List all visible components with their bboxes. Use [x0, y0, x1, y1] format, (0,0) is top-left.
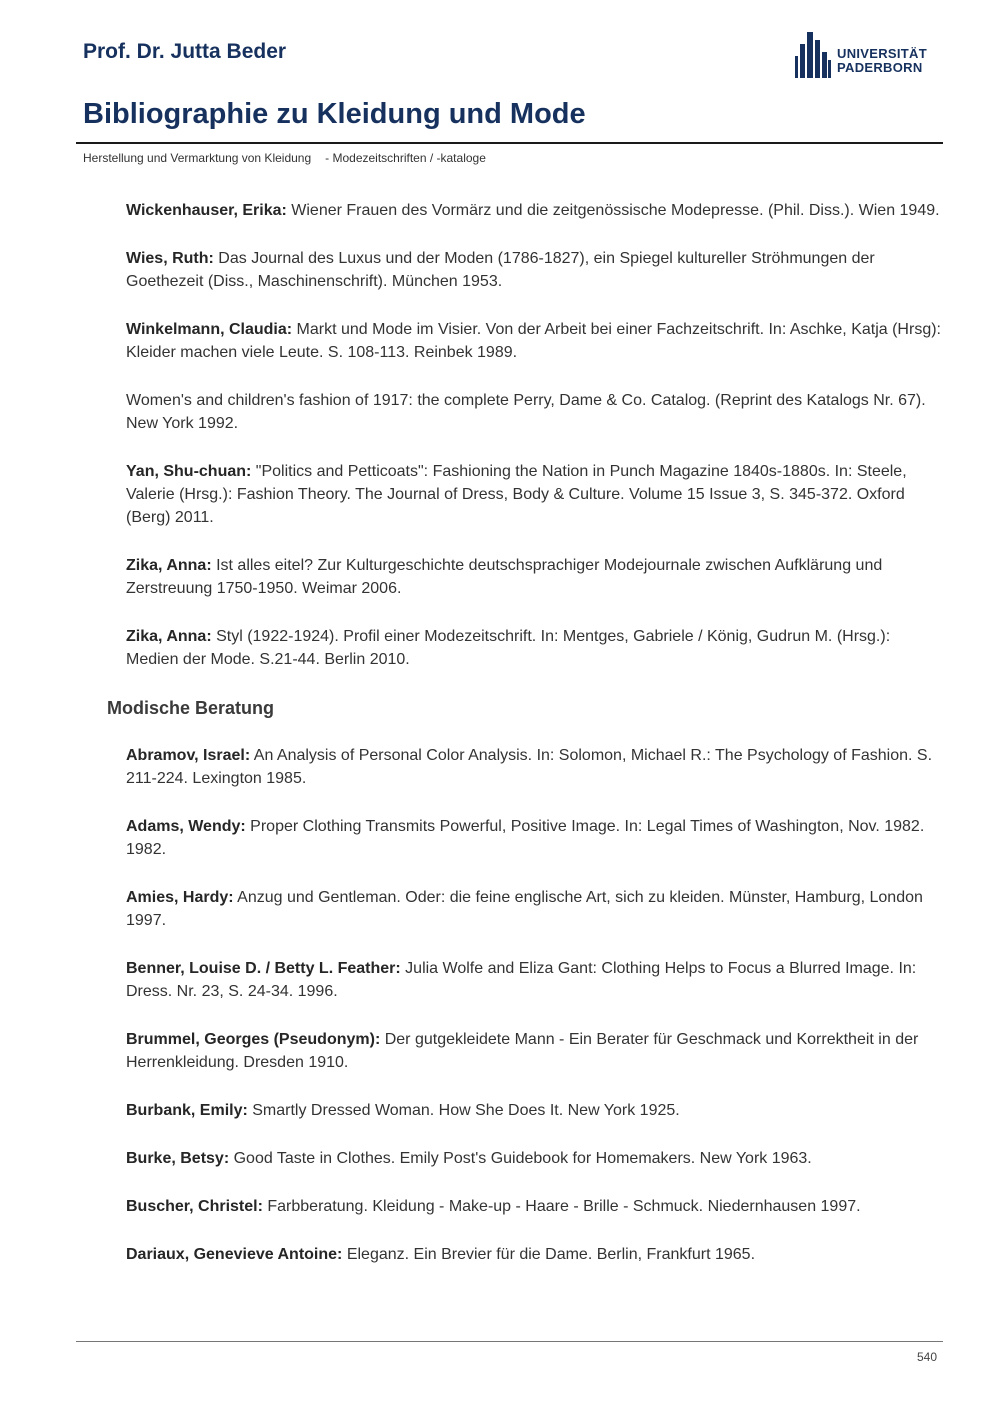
bibliography-entry	[126, 1195, 941, 1218]
section-heading: Modische Beratung	[107, 698, 275, 718]
entry-text: Anzug und Gentleman. Oder: die feine englische Art, sich zu kleiden. Münster, Hamburg, London 1997.	[126, 889, 923, 929]
entry-author: Yan, Shu-chuan:	[126, 463, 252, 480]
bibliography-content	[0, 199, 1000, 1291]
breadcrumb-part-1: Herstellung und Vermarktung von Kleidung	[83, 151, 312, 165]
author-header: Prof. Dr. Jutta Beder	[83, 40, 287, 63]
entry-text: Markt und Mode im Visier. Von der Arbeit bei einer Fachzeitschrift. In: Aschke, Katja (Hrsg): Kleider machen viele Leute. S. 108-113. Reinbek 1989.	[126, 321, 941, 361]
entry-text: "Politics and Petticoats": Fashioning the Nation in Punch Magazine 1840s-1880s. In: Steele, Valerie (Hrsg.): Fashion Theory. The Journal of Dress, Body & Culture. Volume 15 Issue 3, S. 345-372. Oxford (Berg) 2011.	[126, 463, 907, 526]
entry-author: Burbank, Emily:	[126, 1102, 248, 1119]
bibliography-entry	[126, 744, 941, 790]
entry-author: Burke, Betsy:	[126, 1150, 230, 1167]
bibliography-entry	[126, 1099, 941, 1122]
entry-text: Styl (1922-1924). Profil einer Modezeitschrift. In: Mentges, Gabriele / König, Gudrun M. (Hrsg.): Medien der Mode. S.21-44. Berlin 2010.	[126, 628, 891, 668]
entry-author: Abramov, Israel:	[126, 747, 251, 764]
bibliography-entry	[126, 1028, 941, 1074]
document-title: Bibliographie zu Kleidung und Mode	[83, 98, 586, 130]
bibliography-entry	[126, 389, 941, 435]
entry-author: Amies, Hardy:	[126, 889, 234, 906]
breadcrumb	[83, 151, 486, 165]
bibliography-entry	[126, 1243, 941, 1266]
entry-author: Wies, Ruth:	[126, 250, 214, 267]
bibliography-entry	[126, 318, 941, 364]
entry-text: Ist alles eitel? Zur Kulturgeschichte deutschsprachiger Modejournale zwischen Aufklärung und Zerstreuung 1750-1950. Weimar 2006.	[126, 557, 883, 597]
logo-line-2: PADERBORN	[837, 60, 923, 75]
footer-divider	[76, 1341, 943, 1342]
entry-author: Winkelmann, Claudia:	[126, 321, 293, 338]
bibliography-entry	[126, 460, 941, 529]
entry-author: Zika, Anna:	[126, 557, 212, 574]
university-emblem-icon	[793, 30, 833, 82]
bibliography-entry	[126, 554, 941, 600]
entry-author: Dariaux, Genevieve Antoine:	[126, 1246, 343, 1263]
entry-author: Buscher, Christel:	[126, 1198, 263, 1215]
bibliography-entry	[126, 886, 941, 932]
bibliography-entry	[126, 247, 941, 293]
bibliography-entry	[126, 199, 941, 222]
bibliography-entry	[126, 957, 941, 1003]
entry-author: Adams, Wendy:	[126, 818, 246, 835]
entry-text: An Analysis of Personal Color Analysis. In: Solomon, Michael R.: The Psychology of Fashion. S. 211-224. Lexington 1985.	[126, 747, 933, 787]
university-logo	[793, 30, 938, 82]
bibliography-entry	[126, 625, 941, 671]
entry-text: Good Taste in Clothes. Emily Post's Guidebook for Homemakers. New York 1963.	[229, 1150, 812, 1167]
entry-text: Das Journal des Luxus und der Moden (1786-1827), ein Spiegel kultureller Ströhmungen der Goethezeit (Diss., Maschinenschrift). München 1953.	[126, 250, 875, 290]
entry-text: Farbberatung. Kleidung - Make-up - Haare - Brille - Schmuck. Niedernhausen 1997.	[262, 1198, 861, 1215]
logo-line-1: UNIVERSITÄT	[837, 46, 927, 61]
entry-author: Brummel, Georges (Pseudonym):	[126, 1031, 381, 1048]
page-number: 540	[916, 1350, 937, 1364]
entry-author: Zika, Anna:	[126, 628, 212, 645]
entry-text: Julia Wolfe and Eliza Gant: Clothing Helps to Focus a Blurred Image. In: Dress. Nr. 23, S. 24-34. 1996.	[126, 960, 917, 1000]
entry-text: Der gutgekleidete Mann - Ein Berater für Geschmack und Korrektheit in der Herrenkleidung. Dresden 1910.	[126, 1031, 919, 1071]
entry-author: Benner, Louise D. / Betty L. Feather:	[126, 960, 401, 977]
entry-text: Eleganz. Ein Brevier für die Dame. Berlin, Frankfurt 1965.	[342, 1246, 756, 1263]
entry-text: Wiener Frauen des Vormärz und die zeitgenössische Modepresse. (Phil. Diss.). Wien 1949.	[286, 202, 940, 219]
breadcrumb-part-2: - Modezeitschriften / -kataloge	[325, 151, 486, 165]
entry-text: Women's and children's fashion of 1917: the complete Perry, Dame & Co. Catalog. (Reprint des Katalogs Nr. 67). New York 1992.	[126, 392, 926, 432]
bibliography-entry	[126, 1147, 941, 1170]
bibliography-entry	[126, 815, 941, 861]
entry-author: Wickenhauser, Erika:	[126, 202, 287, 219]
entry-text: Proper Clothing Transmits Powerful, Positive Image. In: Legal Times of Washington, Nov. 1982. 1982.	[126, 818, 925, 858]
entry-text: Smartly Dressed Woman. How She Does It. New York 1925.	[247, 1102, 680, 1119]
header-divider	[76, 142, 943, 144]
